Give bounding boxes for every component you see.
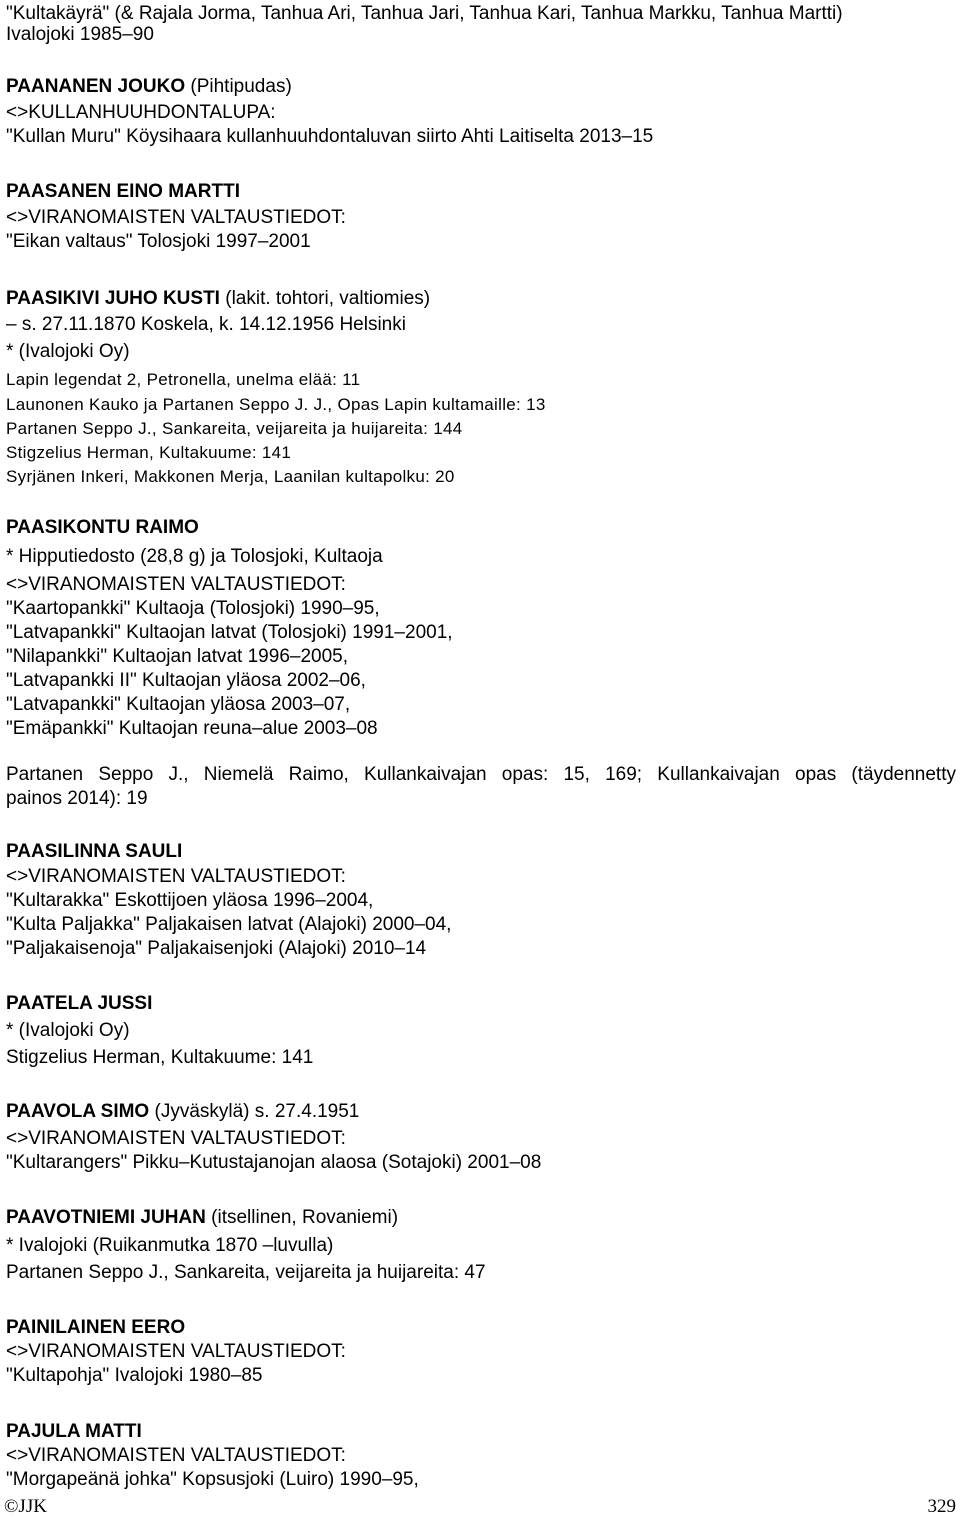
line-text: "Morgapeänä johka" Kopsusjoki (Luiro) 1990–95, [6,1469,419,1490]
line-text: "Latvapankki" Kultaojan yläosa 2003–07, [6,694,351,715]
line-text: "Kultakäyrä" (& Rajala Jorma, Tanhua Ari, Tanhua Jari, Tanhua Kari, Tanhua Markku, Tanhua Martti) [6,3,843,24]
text-line [6,180,240,204]
entry-name: PAJULA MATTI [6,1421,142,1442]
line-text: "Kullan Muru" Köysihaara kullanhuuhdontaluvan siirto Ahti Laitiselta 2013–15 [6,126,654,147]
text-line [6,889,373,913]
text-line [6,1206,398,1230]
text-line [6,693,350,717]
text-line [6,1100,359,1124]
text-line [6,669,366,693]
text-line [6,101,276,125]
line-text: Ivalojoki 1985–90 [6,24,154,45]
line-text: "Latvapankki" Kultaojan latvat (Tolosjoki) 1991–2001, [6,622,453,643]
line-text: "Latvapankki II" Kultaojan yläosa 2002–06, [6,670,366,691]
entry-name: PAAVOTNIEMI JUHAN [6,1207,206,1228]
line-text: "Emäpankki" Kultaojan reuna–alue 2003–08 [6,718,378,739]
text-line [6,763,956,787]
line-text: (itsellinen, Rovaniemi) [205,1207,399,1228]
line-text: (Jyväskylä) s. 27.4.1951 [149,1101,360,1122]
text-line [6,340,130,364]
line-text: <>KULLANHUUHDONTALUPA: [6,102,276,123]
text-line [6,23,154,47]
text-line [6,313,406,337]
text-line [6,230,311,254]
text-line [6,1046,313,1070]
line-text: * Ivalojoki (Ruikanmutka 1870 –luvulla) [6,1235,334,1256]
text-line [6,393,546,417]
line-text: * Hipputiedosto (28,8 g) ja Tolosjoki, Kultaoja [6,546,383,567]
line-text: Partanen Seppo J., Niemelä Raimo, Kullankaivajan opas: 15, 169; Kullankaivajan opas (täydennetty [6,764,956,785]
text-line [6,1444,346,1468]
line-text: painos 2014): 19 [6,788,148,809]
text-line [6,597,380,621]
text-line [6,1127,346,1151]
text-line [6,1340,346,1364]
line-text: <>VIRANOMAISTEN VALTAUSTIEDOT: [6,866,346,887]
text-line [6,368,360,392]
line-text: <>VIRANOMAISTEN VALTAUSTIEDOT: [6,1128,346,1149]
line-text: <>VIRANOMAISTEN VALTAUSTIEDOT: [6,574,346,595]
line-text: Partanen Seppo J., Sankareita, veijareita ja huijareita: 144 [6,419,463,438]
line-text: Syrjänen Inkeri, Makkonen Merja, Laanilan kultapolku: 20 [6,467,455,486]
page-number: 329 [927,1496,956,1517]
entry-name: PAASANEN EINO MARTTI [6,181,240,202]
line-text: <>VIRANOMAISTEN VALTAUSTIEDOT: [6,1445,346,1466]
entry-name: PAINILAINEN EERO [6,1317,186,1338]
text-line [6,621,453,645]
line-text: – s. 27.11.1870 Koskela, k. 14.12.1956 Helsinki [6,314,406,335]
text-line [6,913,451,937]
text-line [6,1151,541,1175]
line-text: (Pihtipudas) [185,76,292,97]
line-text: "Kultarangers" Pikku–Kutustajanojan alaosa (Sotajoki) 2001–08 [6,1152,542,1173]
line-text: <>VIRANOMAISTEN VALTAUSTIEDOT: [6,207,346,228]
line-text: <>VIRANOMAISTEN VALTAUSTIEDOT: [6,1341,346,1362]
text-line [6,441,291,465]
text-line [6,545,383,569]
text-line [6,937,426,961]
text-line [6,645,348,669]
text-line [6,1364,262,1388]
text-line [6,206,346,230]
text-line [6,75,292,99]
text-line [6,787,148,811]
line-text: "Kulta Paljakka" Paljakaisen latvat (Alajoki) 2000–04, [6,914,452,935]
line-text: Partanen Seppo J., Sankareita, veijareita ja huijareita: 47 [6,1262,486,1283]
text-line [6,573,346,597]
line-text: Stigzelius Herman, Kultakuume: 141 [6,443,292,462]
entry-name: PAANANEN JOUKO [6,76,186,97]
line-text: "Kaartopankki" Kultaoja (Tolosjoki) 1990–95, [6,598,380,619]
text-line [6,1261,486,1285]
line-text: "Paljakaisenoja" Paljakaisenjoki (Alajoki) 2010–14 [6,938,427,959]
text-line [6,1234,333,1258]
entry-name: PAASILINNA SAULI [6,841,183,862]
line-text: Launonen Kauko ja Partanen Seppo J. J., Opas Lapin kultamaille: 13 [6,395,546,414]
text-line [6,516,199,540]
line-text: "Kultapohja" Ivalojoki 1980–85 [6,1365,263,1386]
text-line [6,1468,419,1492]
text-line [6,865,346,889]
text-line [6,840,182,864]
text-line [6,417,463,441]
text-line [6,1316,185,1340]
entry-name: PAATELA JUSSI [6,993,153,1014]
line-text: "Nilapankki" Kultaojan latvat 1996–2005, [6,646,348,667]
entry-name: PAASIKONTU RAIMO [6,517,199,538]
text-line [6,1019,130,1043]
text-line [6,287,430,311]
entry-name: PAAVOLA SIMO [6,1101,150,1122]
line-text: * (Ivalojoki Oy) [6,341,130,362]
entry-name: PAASIKIVI JUHO KUSTI [6,288,220,309]
text-line [6,1420,142,1444]
line-text: * (Ivalojoki Oy) [6,1020,130,1041]
footer-copyright: ©JJK [4,1496,47,1517]
line-text: "Kultarakka" Eskottijoen yläosa 1996–2004, [6,890,374,911]
line-text: Lapin legendat 2, Petronella, unelma elää: 11 [6,370,361,389]
line-text: "Eikan valtaus" Tolosjoki 1997–2001 [6,231,311,252]
text-line [6,992,152,1016]
text-line [6,465,455,489]
line-text: Stigzelius Herman, Kultakuume: 141 [6,1047,314,1068]
text-line [6,717,378,741]
text-line [6,125,653,149]
line-text: (lakit. tohtori, valtiomies) [219,288,431,309]
